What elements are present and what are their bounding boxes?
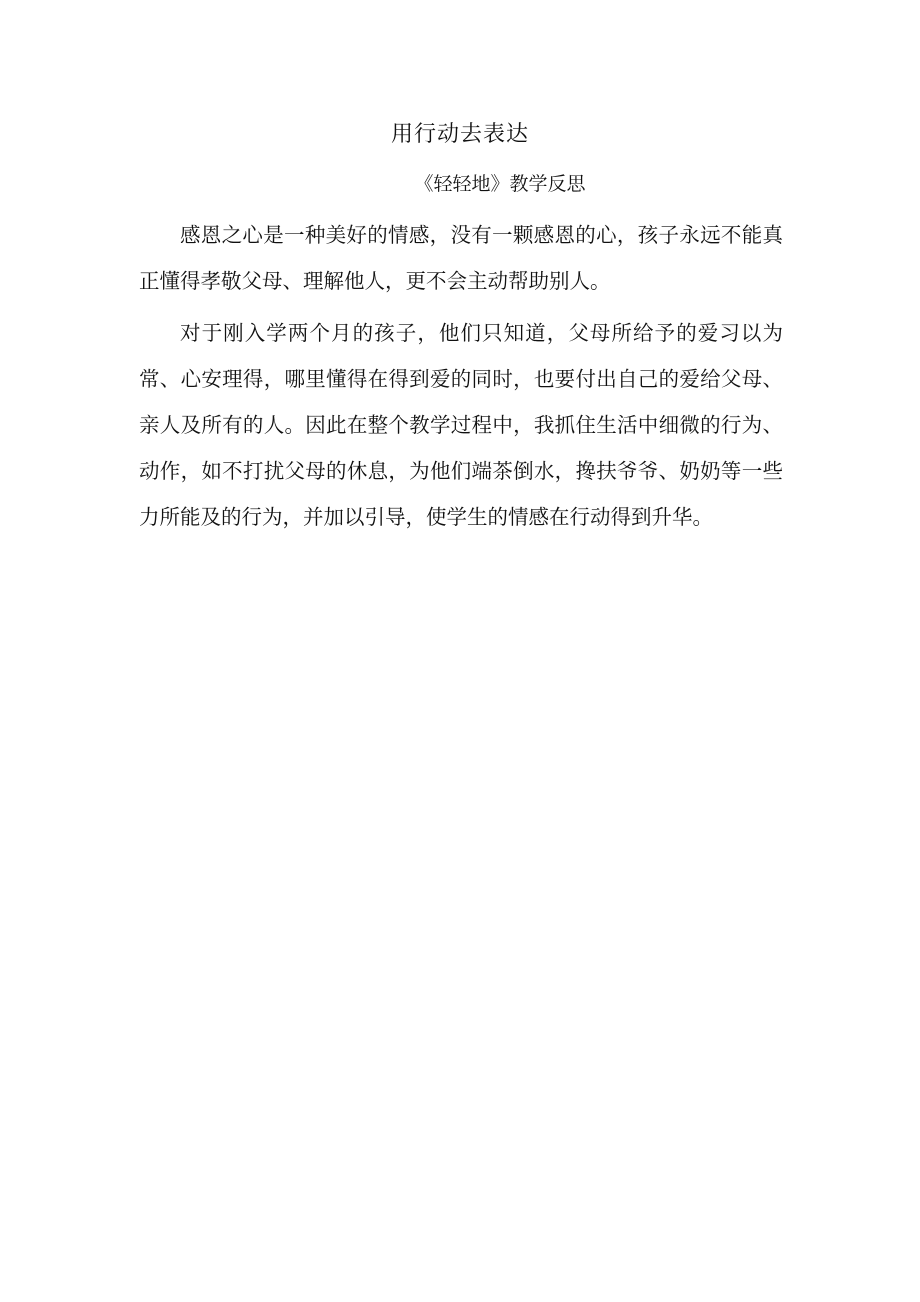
paragraph-2: 对于刚入学两个月的孩子，他们只知道，父母所给予的爱习以为常、心安理得，哪里懂得在得到爱的同时，也要付出自己的爱给父母、亲人及所有的人。因此在整个教学过程中，我抓住生活中细微的行为、动作，如不打扰父母的休息，为他们端茶倒水，搀扶爷爷、奶奶等一些力所能及的行为，并加以引导，使学生的情感在行动得到升华。 [139,321,783,529]
document-body [139,212,783,546]
paragraph-1: 感恩之心是一种美好的情感，没有一颗感恩的心，孩子永远不能真正懂得孝敬父母、理解他人，更不会主动帮助别人。 [139,223,783,293]
document-title: 用行动去表达 [390,122,529,147]
document-subtitle: 《轻轻地》教学反思 [414,173,586,195]
